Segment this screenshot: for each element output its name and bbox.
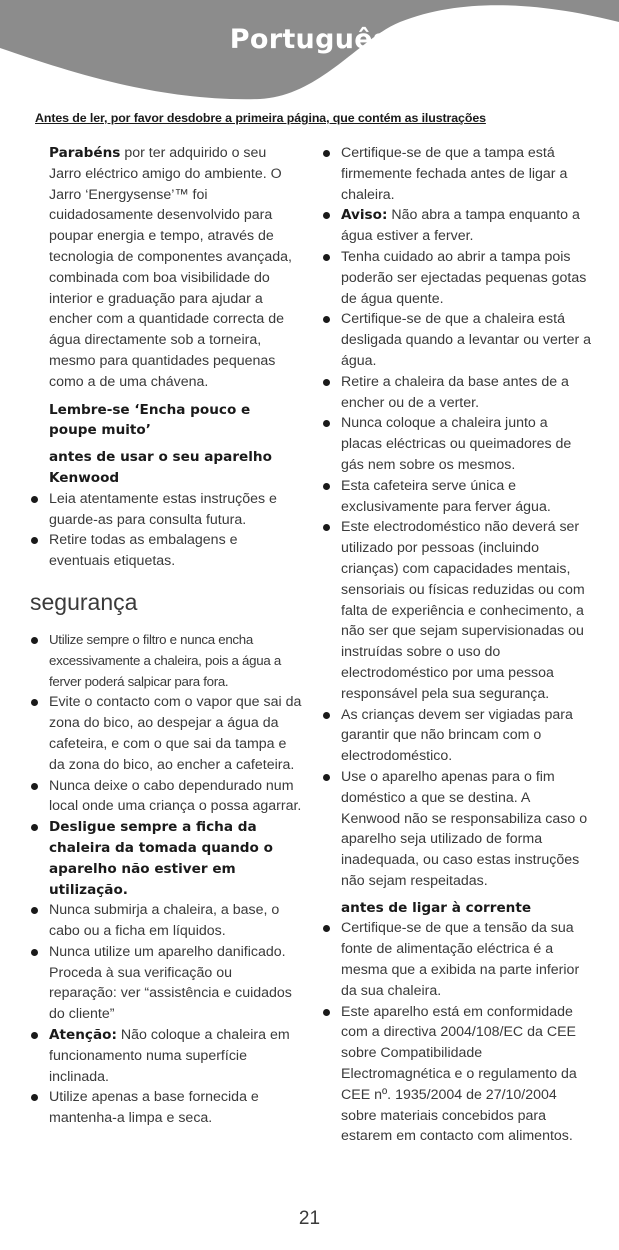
remember-slogan: Lembre-se ‘Encha pouco e poupe muito’: [49, 401, 251, 439]
item-text: Não coloque a chaleira em funcionamento numa superfície inclinada.: [49, 1027, 290, 1085]
item-bold-text: Desligue sempre a ficha da chaleira da tomada quando o aparelho não estiver em utilização.: [49, 819, 273, 898]
item-text: Utilize sempre o filtro e nunca encha excessivamente a chaleira, pois a água a ferver poderá salpicar para fora.: [49, 631, 281, 689]
list-item: [322, 476, 592, 518]
list-item: [30, 630, 302, 692]
bullet-icon: [31, 496, 38, 503]
item-text: Leia atentamente estas instruções e guarde-as para consulta futura.: [49, 490, 277, 528]
item-text: Certifique-se de que a tampa está firmemente fechada antes de ligar a chaleira.: [341, 145, 568, 203]
bullet-icon: [31, 949, 38, 956]
item-text: Evite o contacto com o vapor que sai da zona do bico, ao despejar a água da cafeteira, e com o que sai da tampa e da zona do bico, ao encher a cafeteira.: [49, 694, 302, 773]
language-title: Português: [229, 24, 390, 55]
bullet-icon: [323, 712, 330, 719]
bullet-icon: [31, 637, 38, 644]
item-text: Utilize apenas a base fornecida e mantenha-a limpa e seca.: [49, 1089, 259, 1127]
safety-section-title: segurança: [30, 588, 138, 615]
list-item: [30, 530, 302, 572]
bullet-icon: [31, 1032, 38, 1039]
intro-paragraph: [30, 143, 302, 393]
list-item: [30, 817, 302, 900]
item-text: Tenha cuidado ao abrir a tampa pois poderão ser ejectadas pequenas gotas de água quente.: [341, 248, 587, 307]
bullet-icon: [323, 254, 330, 261]
item-text: Nunca coloque a chaleira junto a placas eléctricas ou queimadores de gás nem sobre os mesmos.: [341, 415, 572, 473]
left-column: [30, 143, 302, 1129]
list-item: [30, 1025, 302, 1087]
before-use-list: [30, 489, 302, 572]
list-item: [322, 517, 592, 704]
list-item: [30, 1087, 302, 1129]
item-text: Nunca submirja a chaleira, a base, o cabo ou a ficha em líquidos.: [49, 902, 280, 940]
list-item: [322, 413, 592, 475]
bullet-icon: [323, 316, 330, 323]
item-bold-text: Aviso:: [341, 207, 388, 224]
list-item: [322, 309, 592, 371]
bullet-icon: [31, 537, 38, 544]
list-item: [322, 1002, 592, 1148]
item-text: Retire a chaleira da base antes de a encher ou de a verter.: [341, 373, 569, 411]
list-item: [322, 247, 592, 309]
list-item: [30, 900, 302, 942]
safety-list-left: [30, 630, 302, 1129]
unfold-notice: Antes de ler, por favor desdobre a primeira página, que contém as ilustrações: [35, 111, 486, 125]
list-item: [322, 918, 592, 1001]
power-heading: antes de ligar à corrente: [341, 899, 532, 916]
item-text: As crianças devem ser vigiadas para garantir que não brincam com o electrodoméstico.: [341, 706, 573, 765]
list-item: [322, 143, 592, 205]
item-text: Este electrodoméstico não deverá ser utilizado por pessoas (incluindo crianças) com capacidades mentais, sensoriais ou físicas reduzidas ou com falta de experiência e conhecimento, a não ser que sejam supervisionadas ou instruídas sobre o uso do electrodoméstico por uma pessoa responsável pela sua segurança.: [341, 519, 585, 702]
item-text: Certifique-se de que a tensão da sua fonte de alimentação eléctrica é a mesma que a exibida na parte inferior da sua chaleira.: [341, 920, 580, 999]
right-column: [322, 143, 592, 1147]
bullet-icon: [323, 1009, 330, 1016]
item-text: Certifique-se de que a chaleira está desligada quando a levantar ou verter a água.: [341, 311, 592, 369]
list-item: [322, 767, 592, 892]
item-text: Nunca utilize um aparelho danificado. Proceda à sua verificação ou reparação: ver “assistência e cuidados do cliente”: [49, 943, 292, 1023]
list-item: [322, 372, 592, 414]
before-use-heading: antes de usar o seu aparelho Kenwood: [49, 449, 272, 486]
bullet-icon: [323, 483, 330, 490]
bullet-icon: [323, 379, 330, 386]
power-list: [322, 918, 592, 1147]
intro-text: por ter adquirido o seu Jarro eléctrico amigo do ambiente. O Jarro ‘Energysense’™ foi cuidadosamente desenvolvido para poupar energia e tempo, através de tecnologia de componentes avançada, combinada com boa visibilidade do interior e graduação para ajudar a encher com a quantidade correcta de água directamente sob a torneira, mesmo para quantidades pequenas como a de uma chávena.: [49, 145, 292, 390]
bullet-icon: [323, 774, 330, 781]
page-number: 21: [298, 1208, 321, 1229]
bullet-icon: [31, 699, 38, 706]
bullet-icon: [323, 925, 330, 932]
bullet-icon: [323, 150, 330, 157]
item-bold-text: Atenção:: [49, 1027, 117, 1044]
list-item: [30, 776, 302, 818]
list-item: [30, 942, 302, 1025]
item-text: Esta cafeteira serve única e exclusivamente para ferver água.: [341, 477, 551, 515]
item-text: Não abra a tampa enquanto a água estiver a ferver.: [341, 207, 580, 245]
bullet-icon: [323, 524, 330, 531]
item-text: Retire todas as embalagens e eventuais etiquetas.: [49, 532, 238, 570]
intro-bold: Parabéns: [49, 145, 121, 161]
list-item: [322, 205, 592, 247]
bullet-icon: [31, 1094, 38, 1101]
bullet-icon: [323, 212, 330, 219]
list-item: [30, 489, 302, 531]
item-text: Nunca deixe o cabo dependurado num local onde uma criança o possa agarrar.: [49, 777, 302, 815]
safety-list-right: [322, 143, 592, 892]
bullet-icon: [31, 907, 38, 914]
list-item: [322, 705, 592, 767]
bullet-icon: [31, 783, 38, 790]
item-text: Use o aparelho apenas para o fim doméstico a que se destina. A Kenwood não se responsabiliza caso o aparelho seja utilizado de forma inadequada, ou caso estas instruções não sejam respeitadas.: [341, 768, 588, 889]
item-text: Este aparelho está em conformidade com a directiva 2004/108/EC da CEE sobre Compatibilidade Electromagnética e o regulamento da CEE nº. 1935/2004 de 27/10/2004 sobre materiais concebidos para estarem em contacto com alimentos.: [341, 1003, 577, 1145]
bullet-icon: [31, 824, 38, 831]
bullet-icon: [323, 420, 330, 427]
list-item: [30, 692, 302, 775]
